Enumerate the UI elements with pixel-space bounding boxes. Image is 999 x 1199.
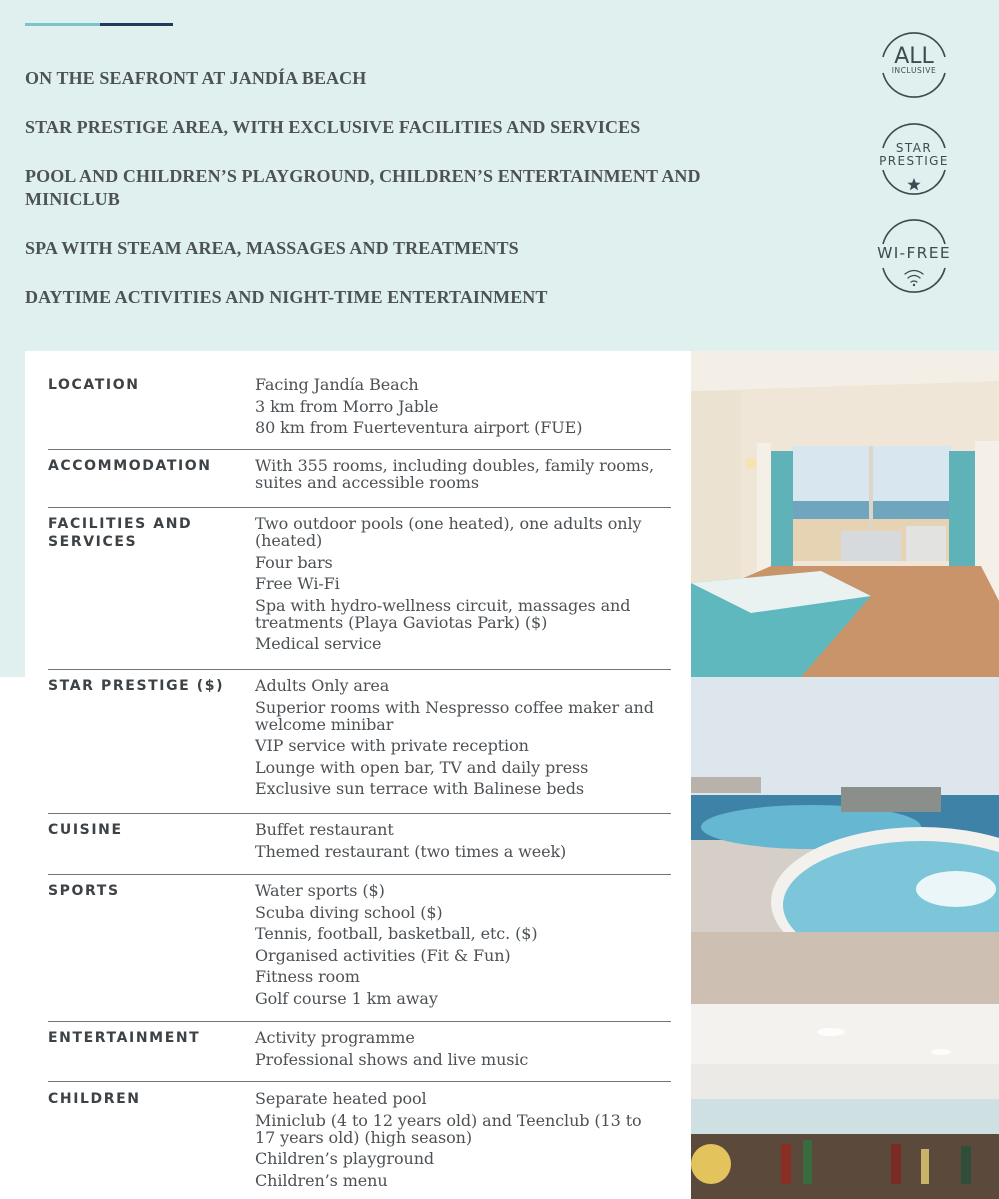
wifi-icon	[905, 271, 923, 283]
row-line: Activity programme	[255, 1028, 415, 1047]
row-content	[255, 376, 665, 441]
restaurant-photo-image	[691, 1004, 999, 1199]
row-line: Facing Jandía Beach	[255, 375, 419, 394]
info-row-sports	[48, 882, 671, 1022]
row-line: Adults Only area	[255, 676, 390, 695]
info-row-children	[48, 1090, 671, 1198]
row-line: Fitness room	[255, 967, 360, 986]
highlight-item: ON THE SEAFRONT AT JANDÍA BEACH	[25, 68, 367, 88]
row-line: Professional shows and live music	[255, 1049, 529, 1069]
row-label: ENTERTAINMENT	[48, 1030, 201, 1046]
accent-line-teal	[25, 23, 100, 26]
row-line: VIP service with private reception	[255, 736, 529, 755]
wi-free-badge	[874, 218, 954, 298]
row-content	[255, 1029, 665, 1072]
badge-prestige-text: PRESTIGE	[879, 154, 949, 168]
row-content	[255, 515, 665, 657]
pool-photo	[691, 677, 999, 1004]
row-line: 3 km from Morro Jable	[255, 396, 439, 416]
row-line: Separate heated pool	[255, 1089, 427, 1108]
row-line: Miniclub (4 to 12 years old) and Teenclub (13 to 17 years old) (high season)	[255, 1110, 642, 1147]
row-label: STAR PRESTIGE ($)	[48, 678, 225, 694]
row-line: Organised activities (Fit & Fun)	[255, 945, 511, 965]
row-line: Children’s menu	[255, 1170, 388, 1190]
all-inclusive-icon	[874, 23, 954, 103]
info-row-location	[48, 376, 671, 450]
wi-free-badge-icon	[874, 218, 954, 298]
row-line: Spa with hydro-wellness circuit, massages and treatments (Playa Gaviotas Park) ($)	[255, 595, 631, 632]
badge-star-text: STAR	[895, 141, 933, 155]
all-inclusive-badge	[874, 23, 954, 103]
row-label: FACILITIES AND SERVICES	[48, 516, 193, 550]
highlight-item: SPA WITH STEAM AREA, MASSAGES AND TREATMENTS	[25, 238, 519, 258]
info-row-star-prestige	[48, 677, 671, 814]
star-prestige-badge	[874, 120, 954, 200]
accent-line-navy	[100, 23, 173, 26]
row-line: Themed restaurant (two times a week)	[255, 841, 567, 861]
row-label: ACCOMMODATION	[48, 458, 212, 474]
row-line: Lounge with open bar, TV and daily press	[255, 757, 589, 777]
highlight-item: POOL AND CHILDREN’S PLAYGROUND, CHILDREN’S ENTERTAINMENT AND MINICLUB	[25, 166, 701, 209]
hotel-info-table	[25, 351, 691, 1199]
highlight-item: STAR PRESTIGE AREA, WITH EXCLUSIVE FACILITIES AND SERVICES	[25, 117, 641, 137]
row-line: Superior rooms with Nespresso coffee maker and welcome minibar	[255, 697, 654, 734]
row-content	[255, 1090, 665, 1193]
star-icon	[907, 178, 920, 190]
row-label: CUISINE	[48, 822, 123, 838]
row-label: CHILDREN	[48, 1091, 141, 1107]
info-row-accommodation	[48, 457, 671, 508]
row-content	[255, 677, 665, 802]
row-content	[255, 821, 665, 864]
side-band	[0, 351, 25, 677]
info-row-cuisine	[48, 821, 671, 875]
row-content	[255, 882, 665, 1011]
row-line: Children’s playground	[255, 1149, 435, 1168]
row-line: 80 km from Fuerteventura airport (FUE)	[255, 418, 583, 437]
star-prestige-icon	[874, 120, 954, 200]
row-line: Buffet restaurant	[255, 820, 394, 839]
info-row-facilities	[48, 515, 671, 670]
highlights-list	[25, 67, 715, 335]
row-line: Golf course 1 km away	[255, 988, 438, 1008]
row-line: Tennis, football, basketball, etc. ($)	[255, 924, 538, 943]
badge-wifree-text: WI-FREE	[877, 244, 951, 262]
row-label: LOCATION	[48, 377, 140, 393]
badge-inclusive-text: INCLUSIVE	[891, 66, 937, 75]
row-line: With 355 rooms, including doubles, family rooms, suites and accessible rooms	[255, 456, 654, 492]
row-line: Exclusive sun terrace with Balinese beds	[255, 779, 585, 798]
row-line: Scuba diving school ($)	[255, 902, 443, 922]
row-label: SPORTS	[48, 883, 120, 899]
row-line: Free Wi-Fi	[255, 574, 340, 593]
row-line: Medical service	[255, 634, 382, 653]
bedroom-photo	[691, 351, 999, 677]
row-line: Water sports ($)	[255, 881, 385, 900]
row-line: Four bars	[255, 552, 333, 572]
restaurant-photo	[691, 1004, 999, 1199]
badge-all-text: ALL	[894, 44, 934, 69]
row-line: Two outdoor pools (one heated), one adults only (heated)	[255, 514, 642, 550]
row-content	[255, 457, 665, 496]
bedroom-photo-image	[691, 351, 999, 677]
pool-photo-image	[691, 677, 999, 1004]
info-row-entertainment	[48, 1029, 671, 1082]
highlight-item: DAYTIME ACTIVITIES AND NIGHT-TIME ENTERTAINMENT	[25, 287, 548, 307]
